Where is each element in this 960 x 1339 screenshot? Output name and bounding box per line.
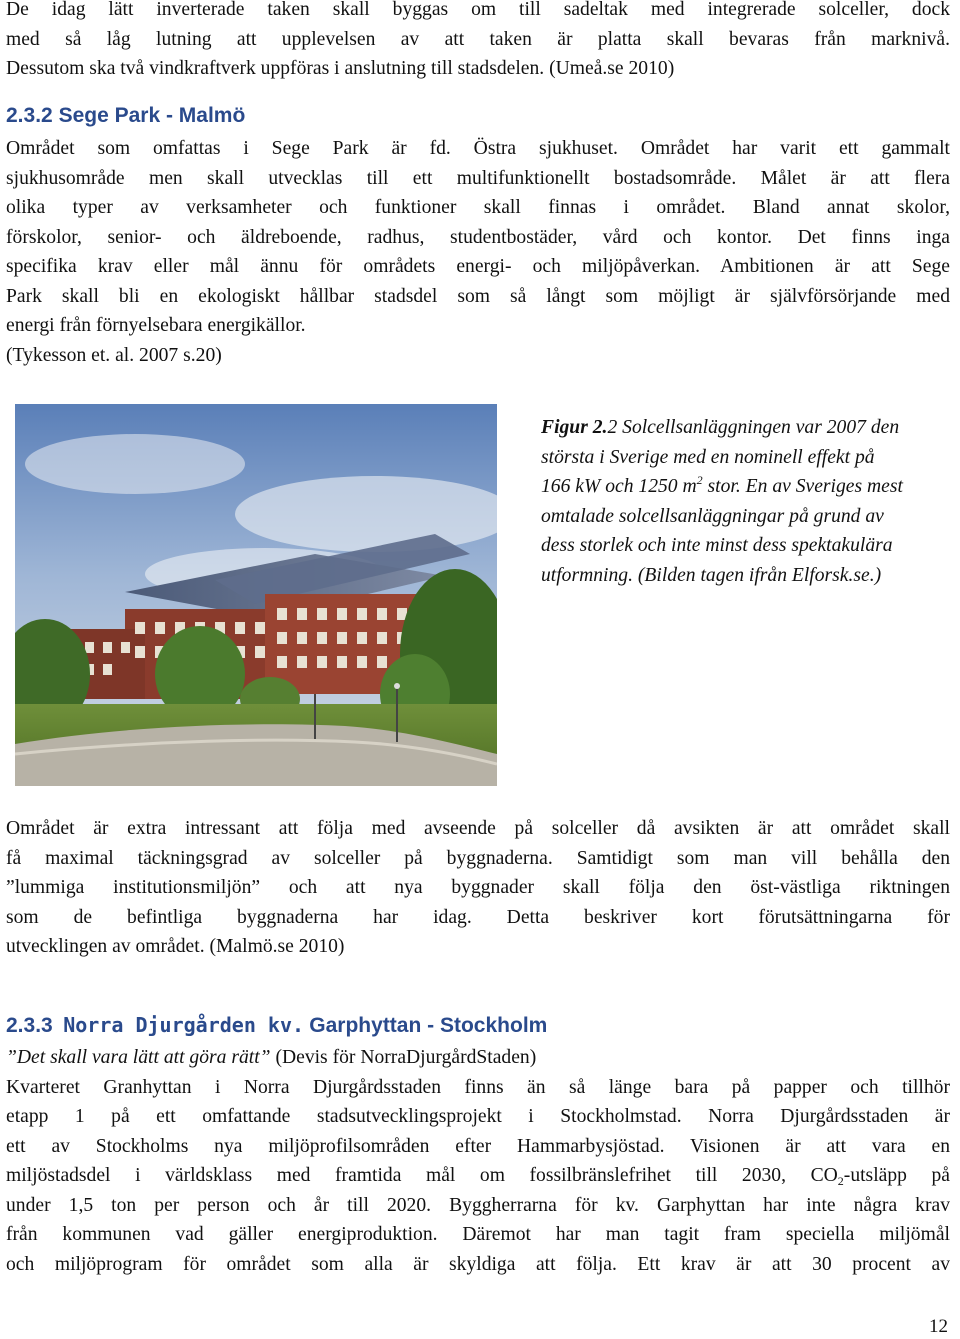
after-figure-paragraph [6,814,950,962]
body-line: etapp 1 på ett omfattande stadsutvecklingsprojekt i Stockholmstad. Norra Djurgårdsstaden är [6,1106,950,1127]
co2-text: -utsläpp på [843,1165,950,1186]
body-line [6,1161,950,1191]
figure-label: Figur 2. [541,417,608,438]
body-line: utvecklingen av området. (Malmö.se 2010) [6,936,345,957]
section-number: 2.3.2 [6,104,53,127]
body-line: sjukhusområde men skall utvecklas till ett multifunktionellt bostadsområde. Målet är att flera [6,167,950,189]
caption-superscript: 2 [696,473,703,487]
body-line: och miljöprogram för området som alla är skyldiga att följa. Ett krav är att 30 procent av [6,1253,950,1275]
co2-text: miljöstadsdel i världsklass med framtida mål om fossilbränslefrihet till 2030, CO [6,1165,838,1186]
quote-line [6,1043,950,1073]
section-heading-2-3-2 [6,104,245,128]
intro-paragraph [6,0,950,84]
body-line: ”lummiga institutionsmiljön” och att nya byggnader skall följa den öst-västliga riktningen [6,877,950,898]
caption-line: dess storlek och inte minst dess spektakulära [541,535,893,556]
caption-text: Solcellsanläggningen var 2007 den [622,417,900,438]
figure-caption [541,413,960,590]
intro-line: med så låg lutning att upplevelsen av att taken är platta skall bevaras från marknivå. [6,28,950,50]
caption-line [541,472,960,502]
body-line: olika typer av verksamheter och funktioner skall finnas i området. Bland annat skolor, [6,197,950,218]
sege-park-paragraph [6,134,950,370]
body-line: Området som omfattas i Sege Park är fd. Östra sjukhuset. Området har varit ett gammalt [6,138,950,159]
body-line: förskolor, senior- och äldreboende, radhus, studentbostäder, vård och kontor. Det finns inga [6,226,950,248]
body-line: som de befintliga byggnaderna har idag. Detta beskriver kort förutsättningarna för [6,906,950,928]
co2-subscript: 2 [837,1174,844,1188]
section-heading-2-3-3 [6,1013,547,1038]
intro-line: Dessutom ska två vindkraftverk uppföras i anslutning till stadsdelen. (Umeå.se 2010) [6,58,675,79]
intro-line: De idag lätt inverterade taken skall byggas om till sadeltak med integrerade solceller, dock [6,0,950,20]
figure-label-number: 2 [607,417,618,438]
section-number: 2.3.3 [6,1014,53,1037]
section-title-part: Norra Djurgården kv. [63,1013,305,1037]
caption-text: 166 kW och 1250 m [541,476,697,497]
body-line: Park skall bli en ekologiskt hållbar stadsdel som så långt som möjligt är självförsörjande med [6,285,950,307]
body-line: under 1,5 ton per person och år till 2020. Byggherrarna för kv. Garphyttan har inte några krav [6,1194,950,1216]
caption-line [541,413,960,443]
body-line: energi från förnyelsebara energikällor. [6,315,306,336]
body-line: från kommunen vad gäller energiproduktion. Däremot har man tagit fram speciella miljömål [6,1224,950,1245]
body-line: ett av Stockholms nya miljöprofilsområden efter Hammarbysjöstad. Visionen är att vara en [6,1135,950,1157]
body-line: specifika krav eller mål ännu för områdets energi- och miljöpåverkan. Ambitionen är att Sege [6,256,950,277]
body-line: få maximal täckningsgrad av solceller på byggnaderna. Samtidigt som man vill behålla den [6,847,950,869]
caption-line: största i Sverige med en nominell effekt på [541,446,875,468]
caption-line: omtalade solcellsanläggningar på grund av [541,505,884,527]
caption-line: utformning. (Bilden tagen ifrån Elforsk.se.) [541,564,882,586]
solar-building-photo [15,404,497,786]
caption-text: stor. En av Sveriges mest [702,476,903,497]
norra-djurgarden-paragraph [6,1043,950,1279]
body-line: Kvarteret Granhyttan i Norra Djurgårdsstaden finns än så länge bara på papper och tillhör [6,1076,950,1098]
page-number: 12 [929,1316,948,1337]
devis-quote: ”Det skall vara lätt att göra rätt” [6,1047,271,1068]
section-title: Sege Park - Malmö [58,104,246,127]
body-line: (Tykesson et. al. 2007 s.20) [6,344,222,366]
quote-source: (Devis för NorraDjurgårdStaden) [270,1047,537,1068]
body-line: Området är extra intressant att följa med avseende på solceller då avsikten är att området skall [6,818,950,839]
section-title-part: Garphyttan - Stockholm [309,1014,548,1037]
